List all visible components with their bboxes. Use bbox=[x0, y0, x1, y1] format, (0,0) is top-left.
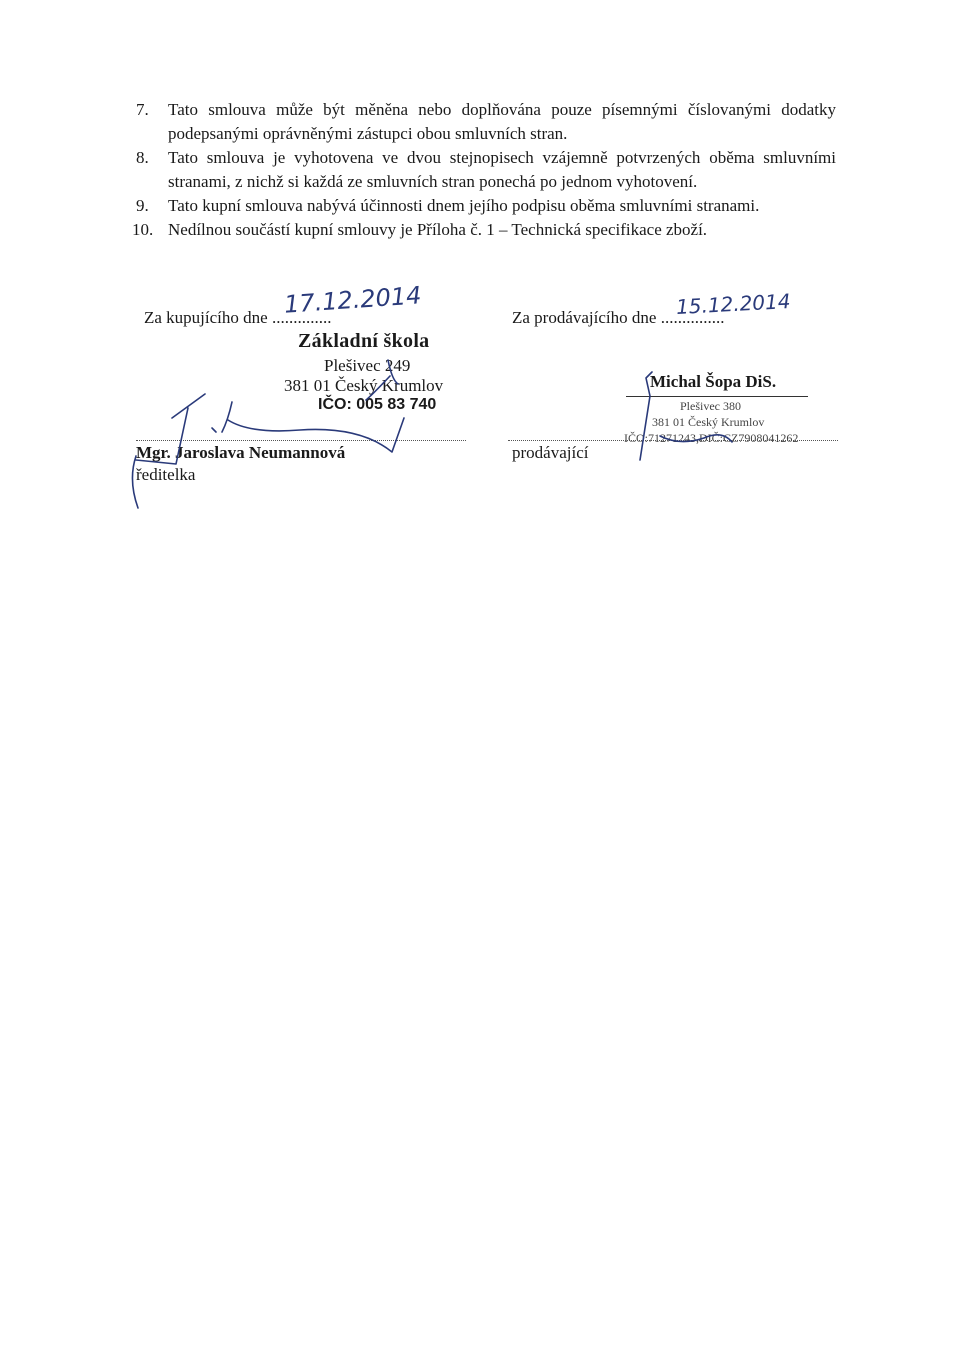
buyer-date-label: Za kupujícího dne .............. bbox=[144, 308, 332, 327]
seller-signatory-role: prodávající bbox=[512, 443, 589, 462]
clause-number: 8. bbox=[136, 148, 149, 167]
clause-number: 10. bbox=[132, 220, 154, 239]
buyer-signature-stroke bbox=[366, 360, 398, 400]
seller-stamp-ico: IČO:71271243,DIČ:CZ7908041262 bbox=[624, 431, 799, 445]
clause-number: 7. bbox=[136, 100, 149, 119]
buyer-handwritten-date: 17.12.2014 bbox=[283, 281, 423, 319]
buyer-signature-stroke bbox=[212, 428, 216, 432]
seller-signature-stroke bbox=[640, 372, 652, 460]
clause-text: Nedílnou součástí kupní smlouvy je Příloha č. 1 – Technická specifikace zboží. bbox=[168, 220, 708, 239]
clause-text: Tato kupní smlouva nabývá účinnosti dnem jejího podpisu oběma smluvními stranami. bbox=[168, 196, 760, 215]
clause-number: 9. bbox=[136, 196, 149, 215]
seller-date-label: Za prodávajícího dne ............... bbox=[512, 308, 725, 327]
seller-handwritten-date: 15.12.2014 bbox=[675, 289, 792, 319]
buyer-signature-stroke bbox=[222, 402, 404, 452]
buyer-stamp-street: Plešivec 249 bbox=[324, 356, 411, 375]
seller-signature-stroke bbox=[660, 435, 732, 442]
buyer-stamp-name: Základní škola bbox=[298, 330, 430, 352]
clause-text: Tato smlouva může být měněna nebo doplňována pouze písemnými číslovanými dodatky podepsanými oprávněnými zástupci obou smluvních stran. bbox=[168, 100, 836, 143]
clause-text: Tato smlouva je vyhotovena ve dvou stejnopisech vzájemně potvrzených oběma smluvními stranami, z nichž si každá ze smluvních stran ponechá po jednom vyhotovení. bbox=[168, 148, 836, 191]
seller-stamp-street: Plešivec 380 bbox=[680, 399, 741, 413]
buyer-stamp-ico: IČO: 005 83 740 bbox=[318, 396, 437, 413]
buyer-signatory-name: Mgr. Jaroslava Neumannová bbox=[136, 443, 346, 462]
buyer-signature-stroke bbox=[132, 394, 205, 508]
buyer-stamp-city: 381 01 Český Krumlov bbox=[284, 376, 444, 395]
buyer-signatory-role: ředitelka bbox=[136, 465, 196, 484]
seller-stamp-name: Michal Šopa DiS. bbox=[650, 372, 777, 391]
seller-stamp-city: 381 01 Český Krumlov bbox=[652, 415, 765, 429]
